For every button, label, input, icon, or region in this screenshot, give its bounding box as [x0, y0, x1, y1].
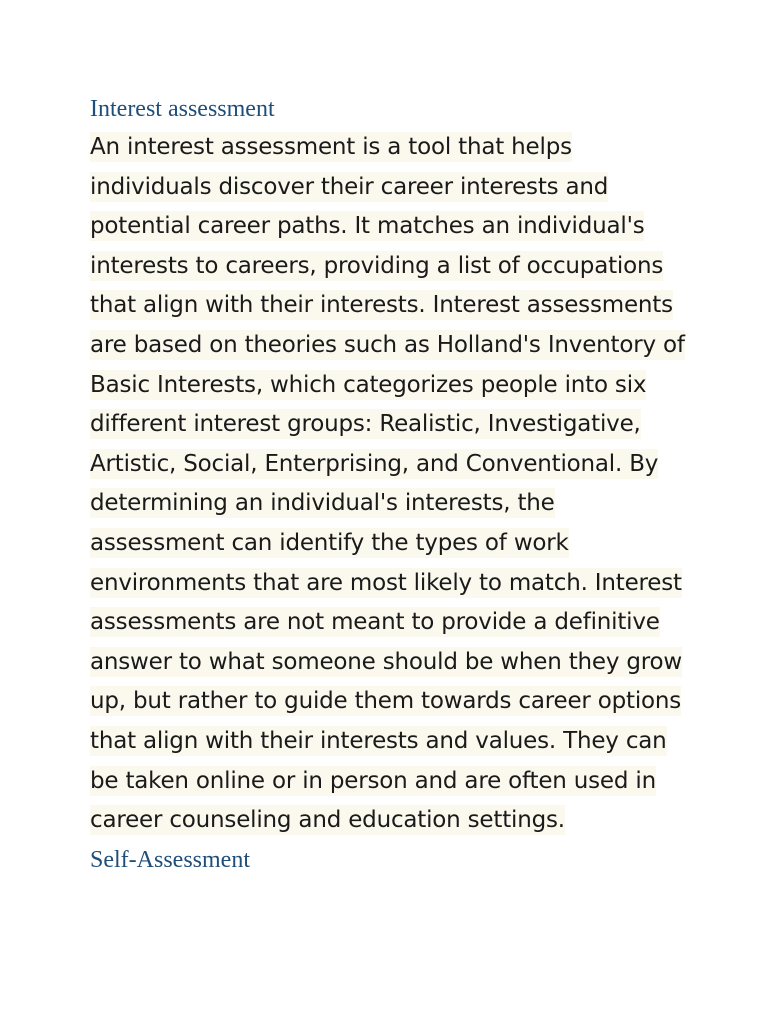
section-heading-self-assessment: Self-Assessment	[90, 846, 250, 873]
document-content	[90, 90, 690, 879]
section-heading-interest-assessment: Interest assessment	[90, 96, 275, 122]
highlighted-paragraph-text: An interest assessment is a tool that helps individuals discover their career interests and potential career paths. It matches an individual's interests to careers, providing a list of occupations that align with their interests. Interest assessments are based on theories such as Holland's Inventory of Basic Interests, which categorizes people into six different interest groups: Realistic, Investigative, Artistic, Social, Enterprising, and Conventional. By determining an individual's interests, the assessment can identify the types of work environments that are most likely to match. Interest assessments are not meant to provide a definitive answer to what someone should be when they grow up, but rather to guide them towards career options that align with their interests and values. They can be taken online or in person and are often used in career counseling and education settings.	[90, 134, 685, 834]
section-paragraph-interest-assessment	[90, 128, 690, 841]
